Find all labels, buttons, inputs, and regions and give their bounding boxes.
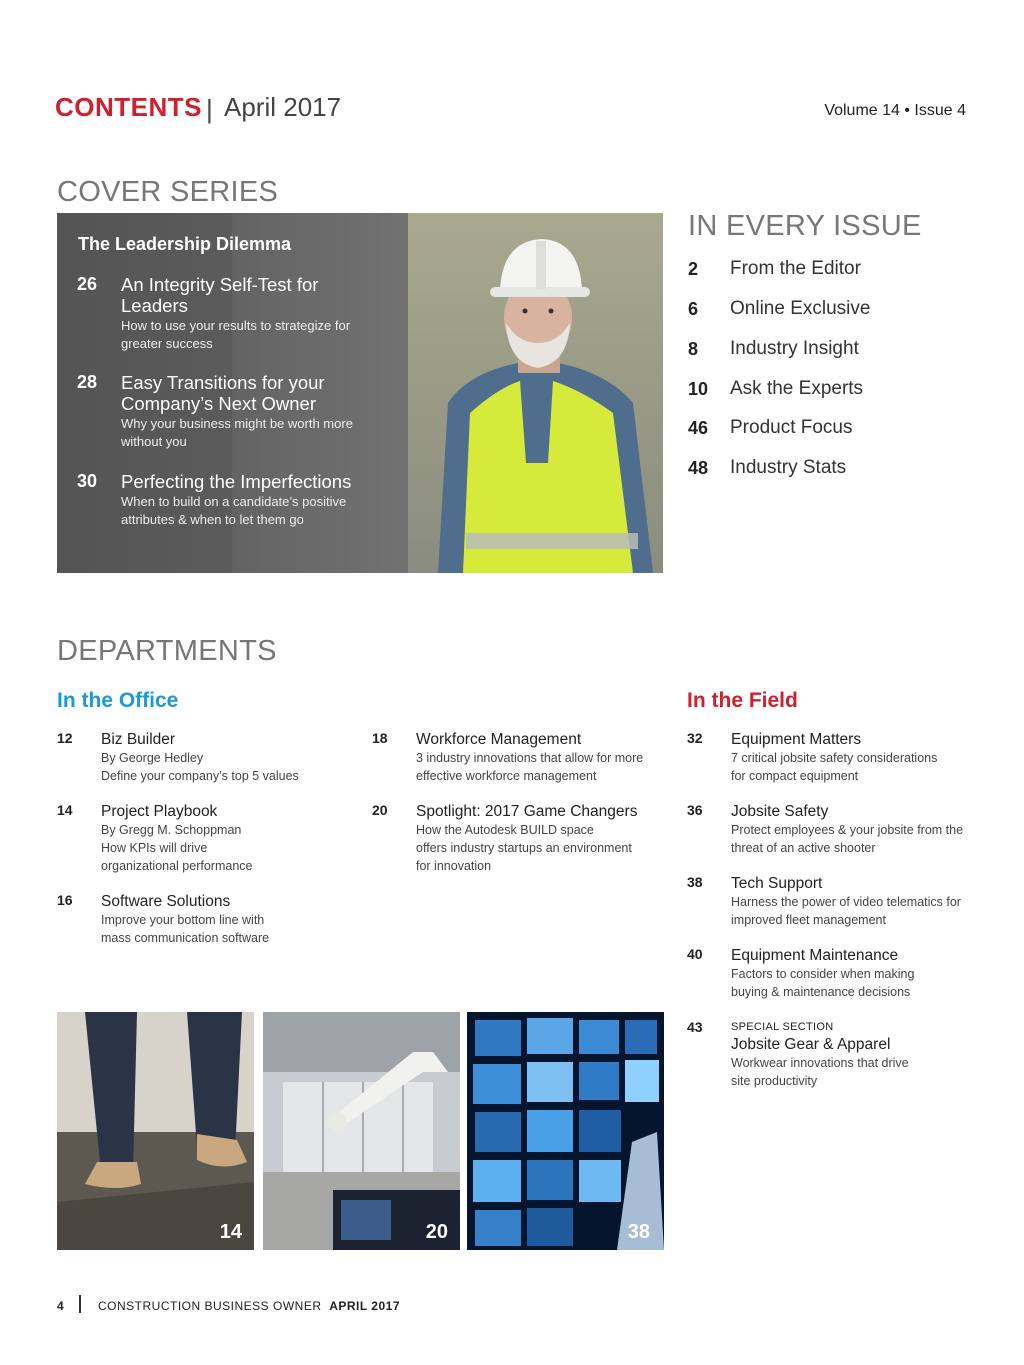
every-issue-item[interactable]	[688, 339, 978, 365]
department-byline: By George Hedley	[101, 751, 204, 765]
department-title: Spotlight: 2017 Game Changers	[416, 803, 638, 820]
footer-date: APRIL 2017	[329, 1299, 400, 1313]
photo-page-number: 14	[219, 1221, 242, 1243]
department-page: 18	[372, 730, 388, 746]
department-title: Equipment Maintenance	[731, 947, 899, 964]
department-desc: Workwear innovations that drive	[731, 1056, 909, 1070]
department-desc: How KPIs will drive	[101, 841, 208, 855]
department-desc: 3 industry innovations that allow for more	[416, 751, 644, 765]
every-issue-page: 10	[688, 379, 709, 399]
department-desc: threat of an active shooter	[731, 841, 876, 855]
department-title: Biz Builder	[101, 731, 176, 748]
boots-photo[interactable]	[57, 1012, 254, 1250]
every-issue-label: From the Editor	[730, 258, 861, 279]
department-desc: Protect employees & your jobsite from the	[731, 823, 964, 837]
every-issue-page: 2	[688, 259, 699, 279]
in-the-office-heading: In the Office	[57, 689, 179, 712]
department-item[interactable]	[687, 874, 977, 934]
volume-issue: Volume 14 • Issue 4	[824, 102, 966, 119]
screens-photo[interactable]	[467, 1012, 664, 1250]
department-title: Workforce Management	[416, 731, 582, 748]
department-page: 43	[687, 1019, 703, 1035]
cover-item-desc: Why your business might be worth more without you	[121, 416, 353, 449]
photo-page-number: 38	[627, 1221, 650, 1243]
every-issue-page: 8	[688, 339, 699, 359]
department-item[interactable]	[372, 730, 662, 790]
robot-arm-illustration	[263, 1012, 460, 1250]
department-title: Software Solutions	[101, 893, 231, 910]
every-issue-label: Online Exclusive	[730, 298, 871, 319]
cover-series-panel	[57, 213, 663, 573]
cover-item-title: Perfecting the Imperfections	[121, 471, 352, 492]
department-desc: for compact equipment	[731, 769, 859, 783]
magazine-name: CONSTRUCTION BUSINESS OWNER	[98, 1299, 322, 1313]
every-issue-page: 46	[688, 418, 709, 438]
department-desc: site productivity	[731, 1074, 818, 1088]
department-title: Project Playbook	[101, 803, 218, 820]
boots-illustration	[57, 1012, 254, 1250]
every-issue-label: Ask the Experts	[730, 378, 864, 399]
department-desc: Harness the power of video telematics for	[731, 895, 961, 909]
department-desc: How the Autodesk BUILD space	[416, 823, 594, 837]
every-issue-heading: IN EVERY ISSUE	[688, 210, 922, 242]
every-issue-item[interactable]	[688, 299, 978, 325]
photo-page-number: 20	[425, 1221, 448, 1243]
department-desc: 7 critical jobsite safety considerations	[731, 751, 938, 765]
cover-item-page: 30	[77, 471, 98, 491]
cover-item[interactable]	[77, 471, 387, 551]
footer-magazine	[98, 1299, 400, 1313]
worker-illustration	[408, 213, 663, 573]
cover-item-desc: How to use your results to strategize for greater success	[121, 318, 351, 351]
issue-date: April 2017	[224, 92, 342, 122]
department-item[interactable]	[57, 802, 347, 878]
department-item[interactable]	[57, 730, 347, 790]
every-issue-label: Industry Insight	[730, 338, 859, 359]
department-page: 36	[687, 802, 703, 818]
in-the-field-heading: In the Field	[687, 689, 798, 712]
department-title: Jobsite Safety	[731, 803, 829, 820]
department-item[interactable]	[372, 802, 662, 878]
cover-item-page: 28	[77, 372, 98, 392]
department-title: Jobsite Gear & Apparel	[731, 1036, 891, 1053]
every-issue-label: Industry Stats	[730, 457, 847, 478]
department-item[interactable]	[687, 1019, 977, 1095]
department-desc: improved fleet management	[731, 913, 886, 927]
department-desc: offers industry startups an environment	[416, 841, 632, 855]
department-desc: Define your company’s top 5 values	[101, 769, 299, 783]
cover-item-title: An Integrity Self-Test for Leaders	[121, 274, 319, 316]
every-issue-page: 6	[688, 299, 699, 319]
department-item[interactable]	[687, 802, 977, 862]
every-issue-item[interactable]	[688, 259, 978, 285]
department-page: 38	[687, 874, 703, 890]
special-section-kicker: SPECIAL SECTION	[731, 1021, 834, 1033]
department-byline: By Gregg M. Schoppman	[101, 823, 242, 837]
screens-illustration	[467, 1012, 664, 1250]
every-issue-item[interactable]	[688, 418, 978, 444]
header-separator: |	[206, 94, 213, 124]
every-issue-item[interactable]	[688, 458, 978, 484]
department-item[interactable]	[687, 730, 977, 790]
departments-heading: DEPARTMENTS	[57, 635, 277, 667]
every-issue-item[interactable]	[688, 379, 978, 405]
department-desc: mass communication software	[101, 931, 270, 945]
department-desc: Factors to consider when making	[731, 967, 915, 981]
department-item[interactable]	[57, 892, 347, 950]
cover-series-heading: COVER SERIES	[57, 176, 279, 208]
cover-item-desc: When to build on a candidate’s positive attributes & when to let them go	[121, 494, 347, 527]
contents-title: CONTENTS	[55, 92, 202, 122]
cover-item[interactable]	[77, 372, 387, 462]
department-title: Tech Support	[731, 875, 823, 892]
department-page: 40	[687, 946, 703, 962]
department-desc: buying & maintenance decisions	[731, 985, 911, 999]
department-page: 16	[57, 892, 73, 908]
every-issue-label: Product Focus	[730, 417, 853, 438]
department-desc: Improve your bottom line with	[101, 913, 265, 927]
department-page: 20	[372, 802, 388, 818]
department-desc: organizational performance	[101, 859, 253, 873]
footer-divider	[79, 1295, 81, 1313]
department-page: 12	[57, 730, 73, 746]
construction-worker-photo	[408, 213, 663, 573]
cover-item-page: 26	[77, 274, 98, 294]
department-desc: for innovation	[416, 859, 492, 873]
cover-item[interactable]	[77, 274, 387, 364]
department-title: Equipment Matters	[731, 731, 862, 748]
department-page: 14	[57, 802, 73, 818]
every-issue-page: 48	[688, 458, 709, 478]
page-number: 4	[57, 1299, 64, 1313]
department-page: 32	[687, 730, 703, 746]
department-desc: effective workforce management	[416, 769, 597, 783]
cover-panel-title: The Leadership Dilemma	[78, 234, 292, 254]
cover-item-title: Easy Transitions for your Company’s Next Owner	[121, 372, 325, 414]
robot-arm-photo[interactable]	[263, 1012, 460, 1250]
department-item[interactable]	[687, 946, 977, 1006]
